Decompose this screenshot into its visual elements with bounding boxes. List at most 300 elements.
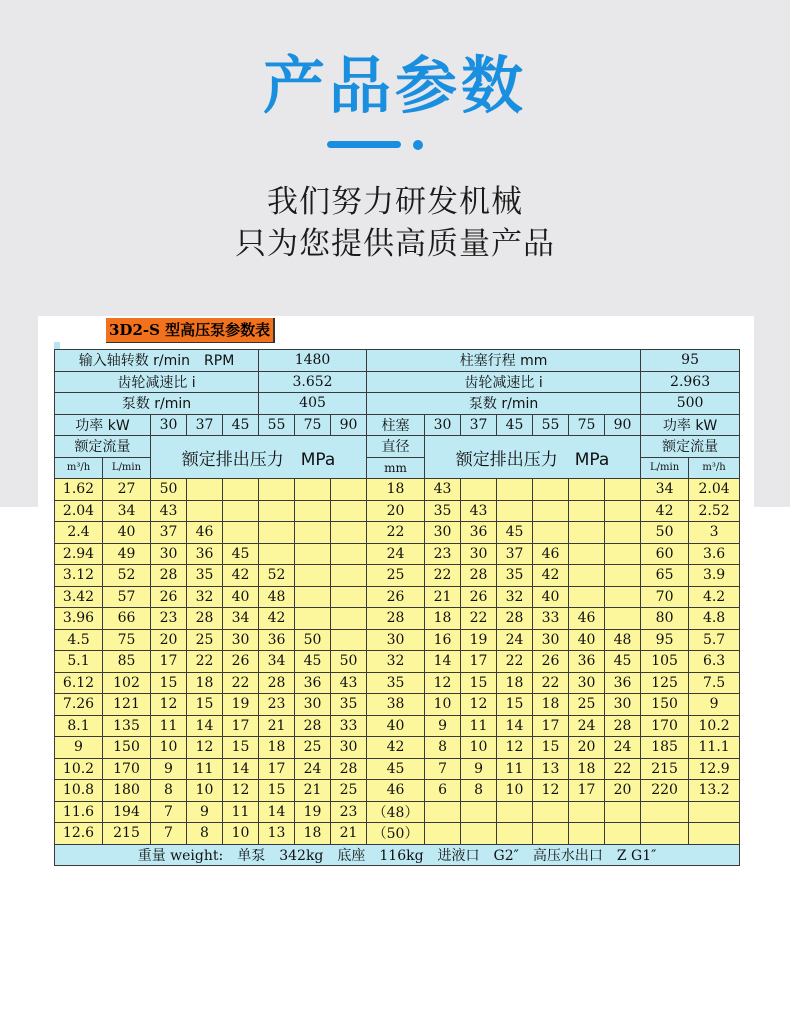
table-row <box>55 780 740 802</box>
table-cell: 121 <box>103 694 151 716</box>
pump-speed-value-right: 500 <box>641 393 740 415</box>
table-cell <box>259 479 295 501</box>
power-value: 55 <box>259 414 295 436</box>
table-cell: 13 <box>533 758 569 780</box>
table-cell <box>331 629 367 651</box>
table-cell: 28 <box>497 608 533 630</box>
table-cell: 10.2 <box>689 715 740 737</box>
table-cell: 17 <box>533 715 569 737</box>
table-cell: 15 <box>151 672 187 694</box>
table-cell <box>533 522 569 544</box>
power-value: 30 <box>151 414 187 436</box>
table-cell: 40 <box>569 629 605 651</box>
table-cell: 9 <box>425 715 461 737</box>
table-cell: 10 <box>425 694 461 716</box>
stroke-value: 95 <box>641 350 740 372</box>
table-cell <box>331 543 367 565</box>
table-cell: 30 <box>425 522 461 544</box>
table-cell: 22 <box>497 651 533 673</box>
table-cell: 49 <box>103 543 151 565</box>
table-cell: 95 <box>641 629 689 651</box>
table-cell: 20 <box>569 737 605 759</box>
table-cell: 15 <box>223 737 259 759</box>
title-underline-dot <box>413 140 423 150</box>
table-cell: 23 <box>151 608 187 630</box>
pressure-label-left: 额定排出压力 MPa <box>151 436 367 479</box>
table-cell: 20 <box>605 780 641 802</box>
table-cell: 11.6 <box>55 801 103 823</box>
table-cell: 17 <box>569 780 605 802</box>
table-cell: 18 <box>569 758 605 780</box>
table-cell: 12.9 <box>689 758 740 780</box>
table-cell <box>605 543 641 565</box>
table-row <box>55 543 740 565</box>
plunger-diameter-cell: 24 <box>367 543 425 565</box>
table-cell: 85 <box>103 651 151 673</box>
table-cell: 18 <box>259 737 295 759</box>
page-title: 产品参数 <box>262 49 527 122</box>
plunger-diameter-cell: （48） <box>367 801 425 823</box>
table-cell: 35 <box>497 565 533 587</box>
table-cell: 7 <box>425 758 461 780</box>
unit-m3h-right: m³/h <box>689 457 740 479</box>
slogan-line-1: 我们努力研发机械 <box>267 184 523 220</box>
table-cell: 33 <box>331 715 367 737</box>
table-row <box>55 823 740 845</box>
table-cell: 12 <box>223 780 259 802</box>
table-cell: 36 <box>259 629 295 651</box>
table-cell: 8 <box>151 780 187 802</box>
table-cell: 20 <box>151 629 187 651</box>
table-cell: 18 <box>295 823 331 845</box>
table-row <box>55 500 740 522</box>
plunger-diameter-cell: 30 <box>367 629 425 651</box>
table-cell: 36 <box>461 522 497 544</box>
table-cell <box>331 586 367 608</box>
table-cell: 11 <box>461 715 497 737</box>
footer-row <box>55 844 740 866</box>
diameter-unit: mm <box>367 457 425 479</box>
table-cell <box>533 801 569 823</box>
table-cell: 26 <box>461 586 497 608</box>
table-cell: 25 <box>569 694 605 716</box>
table-cell <box>569 479 605 501</box>
pressure-label-right: 额定排出压力 MPa <box>425 436 641 479</box>
table-cell: 48 <box>605 629 641 651</box>
table-cell <box>497 479 533 501</box>
table-cell: 28 <box>259 672 295 694</box>
table-cell: 22 <box>605 758 641 780</box>
spec-table <box>54 349 740 866</box>
power-value: 37 <box>461 414 497 436</box>
table-cell: 1.62 <box>55 479 103 501</box>
table-cell: 50 <box>641 522 689 544</box>
table-cell: 180 <box>103 780 151 802</box>
table-cell: 30 <box>223 629 259 651</box>
table-cell: 45 <box>605 651 641 673</box>
table-cell: 45 <box>223 543 259 565</box>
table-cell: 46 <box>187 522 223 544</box>
table-cell: 37 <box>497 543 533 565</box>
table-cell <box>641 801 689 823</box>
plunger-diameter-cell: 20 <box>367 500 425 522</box>
table-cell: 34 <box>223 608 259 630</box>
table-cell <box>223 479 259 501</box>
plunger-diameter-cell: 18 <box>367 479 425 501</box>
table-cell: 28 <box>295 715 331 737</box>
table-cell: 24 <box>569 715 605 737</box>
table-cell: 22 <box>187 651 223 673</box>
table-cell <box>331 522 367 544</box>
table-cell: 30 <box>331 737 367 759</box>
table-cell: 26 <box>151 586 187 608</box>
table-cell: 26 <box>533 651 569 673</box>
table-cell: 105 <box>641 651 689 673</box>
table-cell: 9 <box>151 758 187 780</box>
table-row <box>55 672 740 694</box>
table-cell: 11 <box>223 801 259 823</box>
gear-ratio-value-left: 3.652 <box>259 371 367 393</box>
table-cell: 7 <box>151 801 187 823</box>
table-cell <box>331 565 367 587</box>
table-cell <box>605 565 641 587</box>
table-cell <box>497 823 533 845</box>
table-cell: 215 <box>641 758 689 780</box>
table-cell: 2.94 <box>55 543 103 565</box>
table-row <box>55 565 740 587</box>
table-cell <box>223 500 259 522</box>
power-value: 75 <box>295 414 331 436</box>
pump-speed-label-left: 泵数 r/min <box>55 393 259 415</box>
table-cell: 48 <box>259 586 295 608</box>
diameter-label: 直径 <box>367 436 425 458</box>
table-cell: 30 <box>151 543 187 565</box>
table-cell: 3.12 <box>55 565 103 587</box>
table-cell <box>497 500 533 522</box>
gear-ratio-label-left: 齿轮减速比 i <box>55 371 259 393</box>
table-cell: 22 <box>461 608 497 630</box>
table-cell: 52 <box>103 565 151 587</box>
table-cell: 170 <box>103 758 151 780</box>
table-cell: 6.3 <box>689 651 740 673</box>
table-cell <box>461 823 497 845</box>
table-cell: 60 <box>641 543 689 565</box>
plunger-diameter-cell: 38 <box>367 694 425 716</box>
table-cell <box>331 479 367 501</box>
table-cell: 10 <box>497 780 533 802</box>
table-cell: 25 <box>187 629 223 651</box>
table-cell: 23 <box>259 694 295 716</box>
table-cell: 12 <box>187 737 223 759</box>
header-row-power <box>55 414 740 436</box>
table-cell: 26 <box>223 651 259 673</box>
gear-ratio-label-right: 齿轮减速比 i <box>367 371 641 393</box>
table-cell: 40 <box>103 522 151 544</box>
table-cell: 14 <box>187 715 223 737</box>
table-cell <box>569 565 605 587</box>
table-cell <box>569 500 605 522</box>
table-cell: 135 <box>103 715 151 737</box>
table-cell: 35 <box>425 500 461 522</box>
table-cell: 3.42 <box>55 586 103 608</box>
table-cell: 19 <box>223 694 259 716</box>
table-cell: 36 <box>605 672 641 694</box>
table-cell: 50 <box>151 479 187 501</box>
table-row <box>55 479 740 501</box>
table-cell: 12 <box>533 780 569 802</box>
table-cell: 30 <box>295 694 331 716</box>
title-underline <box>327 141 401 148</box>
table-cell <box>569 586 605 608</box>
table-cell: 15 <box>259 780 295 802</box>
table-cell: 9 <box>461 758 497 780</box>
input-speed-label: 输入轴转数 r/min RPM <box>55 350 259 372</box>
table-cell: 27 <box>103 479 151 501</box>
plunger-diameter-cell: （50） <box>367 823 425 845</box>
table-cell <box>425 801 461 823</box>
table-cell: 14 <box>259 801 295 823</box>
table-cell <box>461 479 497 501</box>
table-cell: 10 <box>223 823 259 845</box>
table-cell <box>331 500 367 522</box>
table-cell: 75 <box>103 629 151 651</box>
table-cell: 8 <box>425 737 461 759</box>
table-cell: 70 <box>641 586 689 608</box>
table-cell <box>223 522 259 544</box>
table-cell: 46 <box>533 543 569 565</box>
table-cell: 42 <box>641 500 689 522</box>
table-cell: 36 <box>187 543 223 565</box>
plunger-diameter-cell: 42 <box>367 737 425 759</box>
table-cell: 2.52 <box>689 500 740 522</box>
table-cell <box>605 479 641 501</box>
spec-table-data <box>55 479 740 845</box>
table-cell: 36 <box>295 672 331 694</box>
table-cell: 50 <box>331 651 367 673</box>
table-cell: 4.8 <box>689 608 740 630</box>
table-cell: 25 <box>331 780 367 802</box>
plunger-diameter-cell: 32 <box>367 651 425 673</box>
power-value: 75 <box>569 414 605 436</box>
power-value: 55 <box>533 414 569 436</box>
table-cell: 23 <box>331 801 367 823</box>
table-cell: 150 <box>641 694 689 716</box>
plunger-diameter-cell: 35 <box>367 672 425 694</box>
table-cell: 194 <box>103 801 151 823</box>
table-cell <box>605 823 641 845</box>
table-cell: 43 <box>425 479 461 501</box>
spec-table-title: 3D2-S 型高压泵参数表 <box>106 318 275 343</box>
table-cell: 13 <box>259 823 295 845</box>
table-cell: 28 <box>605 715 641 737</box>
table-cell <box>605 522 641 544</box>
table-cell: 45 <box>497 522 533 544</box>
table-cell: 2.4 <box>55 522 103 544</box>
table-cell: 15 <box>533 737 569 759</box>
table-cell: 18 <box>187 672 223 694</box>
table-cell <box>295 586 331 608</box>
table-cell: 17 <box>151 651 187 673</box>
table-cell: 30 <box>533 629 569 651</box>
table-row <box>55 608 740 630</box>
table-cell: 10 <box>187 780 223 802</box>
table-cell: 17 <box>461 651 497 673</box>
table-cell: 43 <box>331 672 367 694</box>
table-cell: 10.2 <box>55 758 103 780</box>
table-cell: 35 <box>331 694 367 716</box>
table-cell <box>295 565 331 587</box>
table-cell: 43 <box>151 500 187 522</box>
table-cell: 170 <box>641 715 689 737</box>
table-cell: 22 <box>425 565 461 587</box>
table-cell: 12 <box>497 737 533 759</box>
table-row <box>55 758 740 780</box>
table-cell: 23 <box>425 543 461 565</box>
table-cell: 4.5 <box>55 629 103 651</box>
table-cell: 15 <box>461 672 497 694</box>
table-cell: 9 <box>689 694 740 716</box>
table-cell: 18 <box>425 608 461 630</box>
table-cell <box>569 522 605 544</box>
table-cell: 11 <box>187 758 223 780</box>
table-cell <box>295 479 331 501</box>
table-cell: 35 <box>187 565 223 587</box>
weight-footer: 重量 weight: 单泵 342kg 底座 116kg 进液口 G2″ 高压水出口 Z G1″ <box>55 844 740 866</box>
table-cell: 80 <box>641 608 689 630</box>
table-cell: 25 <box>295 737 331 759</box>
table-cell: 24 <box>295 758 331 780</box>
plunger-diameter-cell: 28 <box>367 608 425 630</box>
table-cell: 30 <box>605 694 641 716</box>
table-cell: 12.6 <box>55 823 103 845</box>
table-cell: 3.6 <box>689 543 740 565</box>
table-cell: 22 <box>533 672 569 694</box>
pump-speed-value-left: 405 <box>259 393 367 415</box>
table-cell: 14 <box>425 651 461 673</box>
flow-label-left: 额定流量 <box>55 436 151 458</box>
table-cell: 3 <box>689 522 740 544</box>
table-cell <box>689 823 740 845</box>
table-cell: 7.5 <box>689 672 740 694</box>
table-row <box>55 629 740 651</box>
power-value: 37 <box>187 414 223 436</box>
table-cell: 5.7 <box>689 629 740 651</box>
table-cell <box>187 479 223 501</box>
table-cell <box>295 543 331 565</box>
table-row <box>55 715 740 737</box>
table-cell: 24 <box>497 629 533 651</box>
table-cell: 28 <box>461 565 497 587</box>
table-cell: 10 <box>461 737 497 759</box>
table-cell: 40 <box>223 586 259 608</box>
table-cell <box>605 586 641 608</box>
plunger-label: 柱塞 <box>367 414 425 436</box>
table-row <box>55 694 740 716</box>
table-cell: 102 <box>103 672 151 694</box>
table-cell: 215 <box>103 823 151 845</box>
unit-lmin-left: L/min <box>103 457 151 479</box>
table-cell <box>641 823 689 845</box>
power-value: 90 <box>605 414 641 436</box>
power-label-left: 功率 kW <box>55 414 151 436</box>
table-cell: 150 <box>103 737 151 759</box>
table-cell <box>605 608 641 630</box>
table-cell: 8 <box>187 823 223 845</box>
header-row-flow <box>55 436 740 458</box>
table-cell: 13.2 <box>689 780 740 802</box>
unit-m3h-left: m³/h <box>55 457 103 479</box>
stroke-label: 柱塞行程 mm <box>367 350 641 372</box>
table-cell: 8 <box>461 780 497 802</box>
plunger-diameter-cell: 45 <box>367 758 425 780</box>
table-row <box>55 801 740 823</box>
table-cell: 15 <box>497 694 533 716</box>
table-cell <box>259 500 295 522</box>
table-cell <box>461 801 497 823</box>
input-speed-value: 1480 <box>259 350 367 372</box>
table-cell: 17 <box>223 715 259 737</box>
table-cell: 220 <box>641 780 689 802</box>
table-cell: 19 <box>295 801 331 823</box>
table-cell: 43 <box>461 500 497 522</box>
table-cell <box>533 479 569 501</box>
table-cell: 22 <box>223 672 259 694</box>
flow-label-right: 额定流量 <box>641 436 740 458</box>
table-cell <box>259 522 295 544</box>
table-cell <box>569 823 605 845</box>
table-cell <box>295 522 331 544</box>
table-cell: 14 <box>223 758 259 780</box>
table-cell <box>259 543 295 565</box>
header-row-input-speed <box>55 350 740 372</box>
table-cell: 33 <box>533 608 569 630</box>
table-cell <box>295 608 331 630</box>
table-cell: 14 <box>497 715 533 737</box>
table-cell: 21 <box>331 823 367 845</box>
table-cell: 45 <box>295 651 331 673</box>
table-cell: 28 <box>331 758 367 780</box>
slogan-line-2: 只为您提供高质量产品 <box>235 226 555 262</box>
header-row-gear-ratio <box>55 371 740 393</box>
table-cell: 66 <box>103 608 151 630</box>
table-cell: 42 <box>223 565 259 587</box>
table-row <box>55 651 740 673</box>
table-cell: 36 <box>569 651 605 673</box>
plunger-diameter-cell: 26 <box>367 586 425 608</box>
table-cell: 7.26 <box>55 694 103 716</box>
table-cell: 10 <box>151 737 187 759</box>
table-cell: 18 <box>497 672 533 694</box>
table-cell <box>605 801 641 823</box>
table-cell: 21 <box>295 780 331 802</box>
table-cell: 6 <box>425 780 461 802</box>
table-cell <box>533 823 569 845</box>
table-cell <box>569 543 605 565</box>
table-cell: 2.04 <box>55 500 103 522</box>
table-cell: 2.04 <box>689 479 740 501</box>
table-cell: 8.1 <box>55 715 103 737</box>
table-cell: 28 <box>187 608 223 630</box>
gear-ratio-value-right: 2.963 <box>641 371 740 393</box>
header-row-pump-speed <box>55 393 740 415</box>
table-cell: 125 <box>641 672 689 694</box>
power-value: 30 <box>425 414 461 436</box>
table-cell: 42 <box>259 608 295 630</box>
plunger-diameter-cell: 22 <box>367 522 425 544</box>
table-cell: 7 <box>151 823 187 845</box>
table-cell: 185 <box>641 737 689 759</box>
pump-speed-label-right: 泵数 r/min <box>367 393 641 415</box>
